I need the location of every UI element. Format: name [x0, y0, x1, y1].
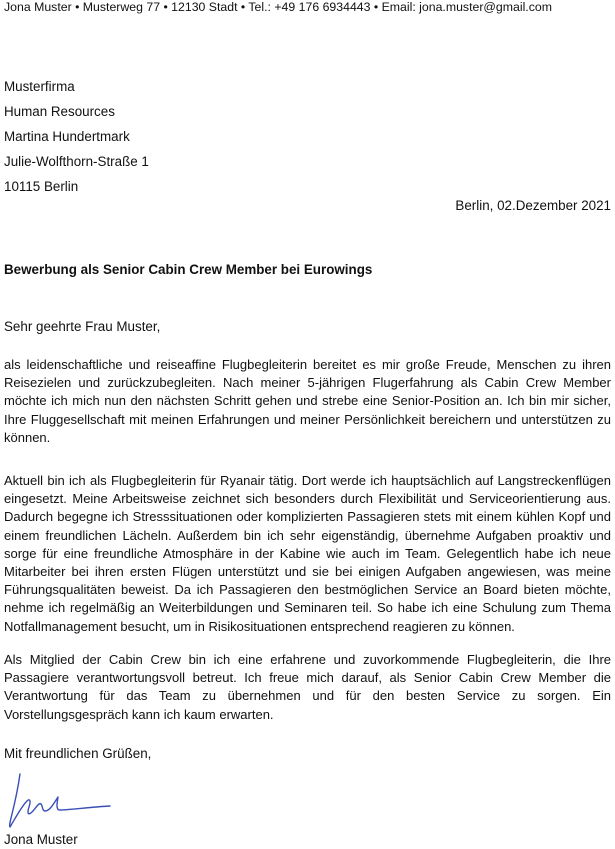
handwritten-signature — [6, 770, 114, 828]
sender-contact-line: Jona Muster • Musterweg 77 • 12130 Stadt • Tel.: +49 176 6934443 • Email: jona.muster@gmail.com — [4, 0, 552, 14]
recipient-department: Human Resources — [4, 104, 115, 119]
salutation: Sehr geehrte Frau Muster, — [4, 319, 161, 334]
recipient-company: Musterfirma — [4, 79, 75, 94]
signature-stroke — [10, 774, 110, 827]
recipient-address — [4, 74, 149, 199]
body-paragraph: Als Mitglied der Cabin Crew bin ich eine erfahrene und zuvorkommende Flugbegleiterin, die Ihre Passagiere verantwortungsvoll betreut. Ich freue mich darauf, als Senior Cabin Crew Member die Verantwortung für das Team zu übernehmen und für den besten Service zu sorgen. Ein Vorstellungsgespräch kann ich kaum erwarten. — [4, 652, 611, 722]
recipient-city: 10115 Berlin — [4, 179, 79, 194]
closing-phrase: Mit freundlichen Grüßen, — [4, 746, 152, 761]
signer-name: Jona Muster — [4, 832, 78, 847]
recipient-person: Martina Hundertmark — [4, 129, 130, 144]
letter-date: Berlin, 02.Dezember 2021 — [455, 198, 611, 213]
letter-subject: Bewerbung als Senior Cabin Crew Member bei Eurowings — [4, 262, 373, 277]
recipient-street: Julie-Wolfthorn-Straße 1 — [4, 154, 149, 169]
body-paragraph: Aktuell bin ich als Flugbegleiterin für Ryanair tätig. Dort werde ich hauptsächlich auf Langstreckenflügen eingesetzt. Meine Arbeitsweise zeichnet sich besonders durch Flexibilität und Serviceorientierung aus. Dadurch begegne ich Stresssituationen oder komplizierten Passagieren stets mit einem kühlen Kopf und einem freundlichen Lächeln. Außerdem bin ich sehr eigenständig, übernehme Aufgaben proaktiv und sorge für eine freundliche Atmosphäre in der Kabine wie auch im Team. Gelegentlich habe ich neue Mitarbeiter bei ihren ersten Flügen unterstützt und sie bei einigen Aufgaben angewiesen, was meine Führungsqualitäten beweist. Da ich Passagieren den bestmöglichen Service an Board bieten möchte, nehme ich regelmäßig an Weiterbildungen und Seminaren teil. So habe ich eine Schulung zum Thema Notfallmanagement besucht, um in Risikosituationen entsprechend reagieren zu können. — [4, 473, 611, 634]
body-paragraph: als leidenschaftliche und reiseaffine Flugbegleiterin bereitet es mir große Freude, Menschen zu ihren Reisezielen und zurückzubegleiten. Nach meiner 5-jährigen Flugerfahrung als Cabin Crew Member möchte ich mich nun den nächsten Schritt gehen und strebe eine Senior-Position an. Ich bin mir sicher, Ihre Fluggesellschaft mit meinen Erfahrungen und meiner Persönlichkeit bereichern und unterstützen zu können. — [4, 357, 611, 445]
